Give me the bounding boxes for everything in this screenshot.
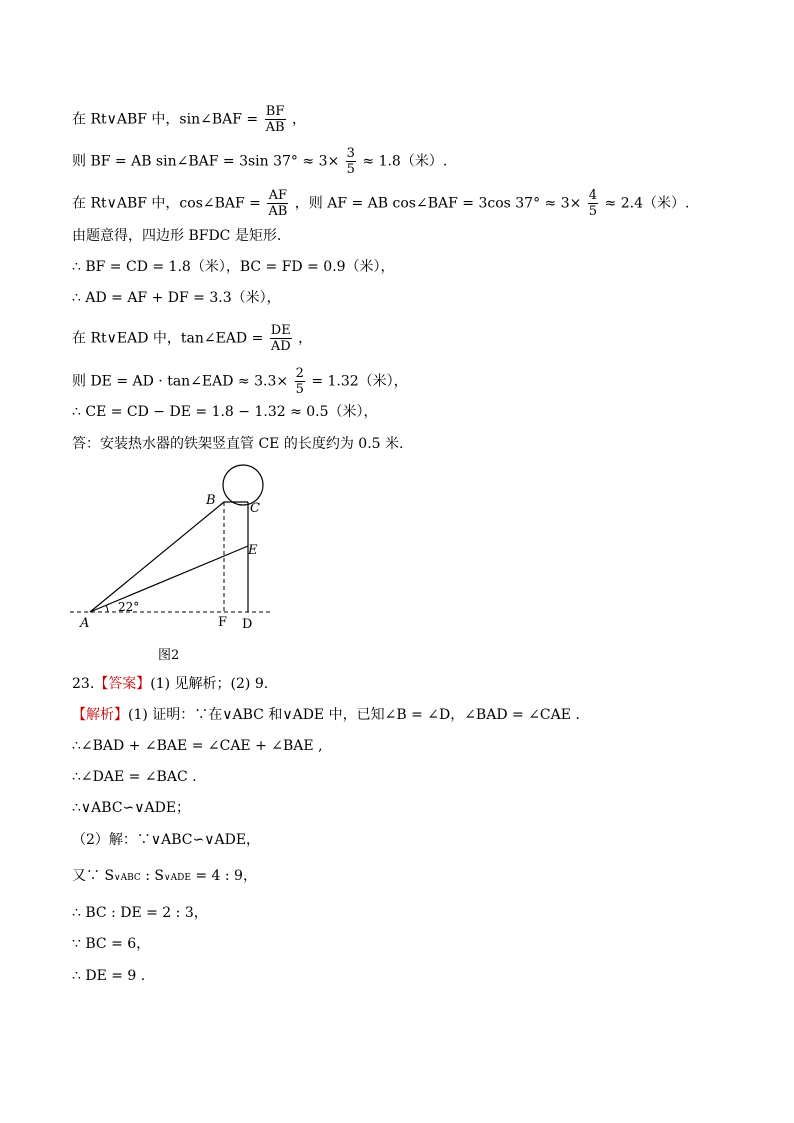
line-text: 在 Rt∨ABF 中，cos∠BAF = xyxy=(72,195,261,212)
q23-analysis xyxy=(72,705,580,725)
denominator: 5 xyxy=(346,162,355,177)
fraction xyxy=(267,188,288,219)
label-d: D xyxy=(242,617,253,632)
line-tan-ead xyxy=(72,323,312,354)
answer-tag: 【答案】 xyxy=(94,676,151,692)
line-text: 又∵ S xyxy=(72,868,115,884)
answer-text: (1) 见解析；(2) 9. xyxy=(150,676,269,692)
q23-area-ratio xyxy=(72,866,257,888)
angle-label: 22° xyxy=(118,600,140,614)
line-ad: ∴ AD = AF + DF = 3.3（米）， xyxy=(72,290,281,306)
question-number: 23. xyxy=(72,676,95,692)
water-heater-circle xyxy=(223,465,263,505)
q23-step: ∴∠BAD + ∠BAE = ∠CAE + ∠BAE , xyxy=(72,738,323,754)
line-de-value xyxy=(72,366,408,397)
label-a: A xyxy=(80,616,90,631)
line-text: ， xyxy=(298,330,313,347)
label-f: F xyxy=(218,615,228,630)
q23-step: ∵ BC = 6， xyxy=(72,936,151,952)
analysis-tag: 【解析】 xyxy=(72,707,128,723)
line-text: ， xyxy=(292,111,306,128)
line-sin-baf xyxy=(72,104,306,135)
line-text: 则 DE = AD · tan∠EAD ≈ 3.3× xyxy=(72,373,289,390)
analysis-text: (1) 证明：∵在∨ABC 和∨ADE 中，已知∠B = ∠D，∠BAD = ∠CAE . xyxy=(128,707,580,723)
geometry-figure xyxy=(70,462,280,662)
line-text: : S xyxy=(140,868,165,884)
line-rectangle: 由题意得，四边形 BFDC 是矩形. xyxy=(72,228,282,244)
denominator: AD xyxy=(270,339,291,354)
line-bf-cd: ∴ BF = CD = 1.8（米），BC = FD = 0.9（米）， xyxy=(72,259,395,275)
line-af-value xyxy=(72,188,689,219)
label-e: E xyxy=(248,543,258,558)
denominator: AB xyxy=(265,120,285,135)
line-text: 在 Rt∨ABF 中，sin∠BAF = xyxy=(72,111,259,128)
line-bf-value xyxy=(72,146,447,177)
line-text: 在 Rt∨EAD 中，tan∠EAD = xyxy=(72,330,264,347)
q23-answer xyxy=(72,674,268,694)
q23-step: ∴∨ABC∽∨ADE； xyxy=(72,800,191,816)
angle-arc xyxy=(106,605,108,612)
fraction xyxy=(346,146,356,177)
fraction xyxy=(265,104,286,135)
line-text: 则 BF = AB sin∠BAF = 3sin 37° ≈ 3× xyxy=(72,153,340,170)
numerator: 4 xyxy=(588,188,598,203)
numerator: 3 xyxy=(346,146,355,161)
numerator: AF xyxy=(268,188,288,203)
subscript: ∨ABC xyxy=(114,873,141,883)
label-b: B xyxy=(206,493,216,508)
numerator: BF xyxy=(265,104,285,119)
denominator: 5 xyxy=(295,382,304,397)
line-text: ≈ 2.4（米）. xyxy=(604,195,690,212)
segment-ab xyxy=(90,502,224,612)
line-text: ，则 AF = AB cos∠BAF = 3cos 37° ≈ 3× xyxy=(294,195,582,212)
label-c: C xyxy=(250,501,260,516)
line-answer: 答：安装热水器的铁架竖直管 CE 的长度约为 0.5 米. xyxy=(72,436,404,452)
line-ce: ∴ CE = CD − DE = 1.8 − 1.32 ≈ 0.5（米）， xyxy=(72,404,378,420)
denominator: AB xyxy=(268,204,288,219)
q23-step: ∴ DE = 9 . xyxy=(72,968,146,984)
numerator: 2 xyxy=(295,366,304,381)
denominator: 5 xyxy=(588,204,598,219)
numerator: DE xyxy=(270,323,291,338)
fraction xyxy=(588,188,598,219)
fraction xyxy=(270,323,292,354)
line-text: = 1.32（米）， xyxy=(311,373,408,390)
q23-step: ∴ BC : DE = 2 : 3， xyxy=(72,905,208,921)
figure-caption: 图2 xyxy=(158,648,180,663)
line-text: = 4 : 9， xyxy=(190,868,257,884)
q23-step: （2）解：∵∨ABC∽∨ADE， xyxy=(72,832,261,848)
line-text: ≈ 1.8（米）. xyxy=(362,153,448,170)
subscript: ∨ADE xyxy=(164,873,191,883)
q23-step: ∴∠DAE = ∠BAC . xyxy=(72,769,197,785)
fraction xyxy=(295,366,305,397)
